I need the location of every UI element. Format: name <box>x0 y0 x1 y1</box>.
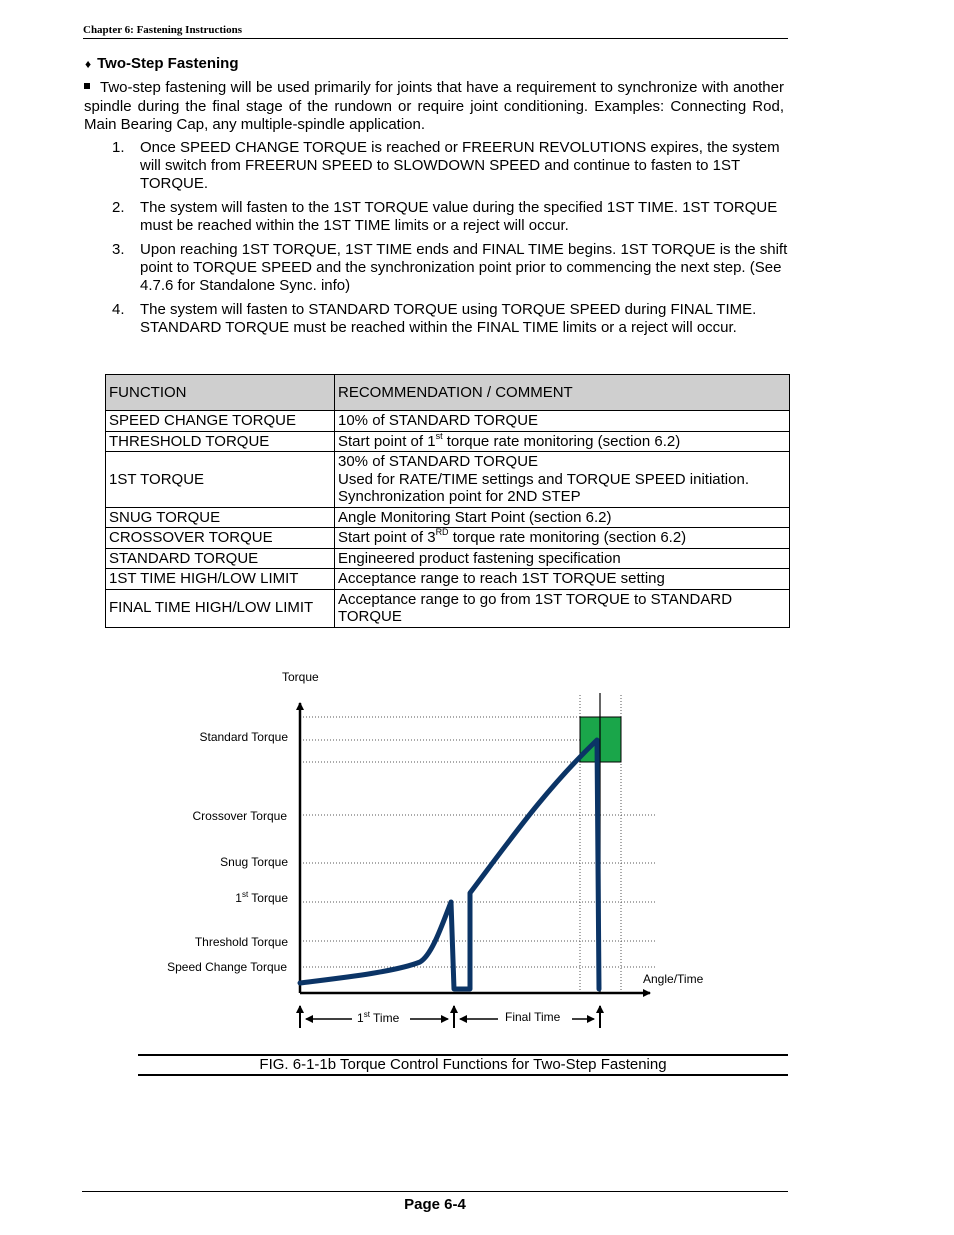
first-torque-sup: st <box>241 890 249 899</box>
time-markers <box>300 1006 600 1028</box>
comment-sup: st <box>435 430 443 441</box>
comment-cell: Angle Monitoring Start Point (section 6.2) <box>335 507 790 528</box>
step-text: The system will fasten to the 1ST TORQUE value during the specified 1ST TIME. 1ST TORQUE must be reached within the 1ST TIME limits or a reject will occur. <box>140 199 778 234</box>
square-bullet-icon <box>84 83 90 89</box>
section-title <box>85 55 239 72</box>
table-row <box>106 431 790 452</box>
function-cell: 1ST TIME HIGH/LOW LIMIT <box>106 569 335 590</box>
step-number: 4. <box>112 301 125 318</box>
comment-cell: Engineered product fastening specification <box>335 548 790 569</box>
comment-line: Used for RATE/TIME settings and TORQUE SPEED initiation. <box>338 470 749 488</box>
table-row <box>106 548 790 569</box>
comment-cell: 10% of STANDARD TORQUE <box>335 411 790 432</box>
step-item <box>84 241 788 295</box>
comment-line: Synchronization point for 2ND STEP <box>338 488 581 505</box>
function-cell: FINAL TIME HIGH/LOW LIMIT <box>106 589 335 627</box>
steps-list <box>84 139 788 343</box>
angle-time-axis-label: Angle/Time <box>643 972 704 986</box>
comment-pre: Start point of 1 <box>338 432 436 450</box>
function-cell: CROSSOVER TORQUE <box>106 528 335 549</box>
comment-line: 30% of STANDARD TORQUE <box>338 453 539 470</box>
intro-text: Two-step fastening will be used primarily for joints that have a requirement to synchronize with another spindle during the final stage of the rundown or require joint conditioning. Examples: Connecting Rod, Main Bearing Cap, any multiple-spindle application. <box>84 79 784 133</box>
header-comment: RECOMMENDATION / COMMENT <box>335 375 790 411</box>
first-time-label <box>357 1010 400 1025</box>
crossover-torque-label: Crossover Torque <box>192 809 287 823</box>
table-row <box>106 507 790 528</box>
function-cell: 1ST TORQUE <box>106 452 335 508</box>
threshold-torque-label: Threshold Torque <box>194 935 288 949</box>
speed-change-torque-label: Speed Change Torque <box>167 960 287 974</box>
comment-cell <box>335 431 790 452</box>
comment-post: torque rate monitoring (section 6.2) <box>448 529 687 546</box>
comment-cell <box>335 452 790 508</box>
table-row <box>106 569 790 590</box>
torque-curve <box>300 740 599 989</box>
step-number: 2. <box>112 199 125 216</box>
function-cell: SNUG TORQUE <box>106 507 335 528</box>
comment-cell: Acceptance range to go from 1ST TORQUE to STANDARD TORQUE <box>335 589 790 627</box>
table-row <box>106 528 790 549</box>
acceptance-window <box>580 717 621 762</box>
table-row <box>106 411 790 432</box>
step-number: 3. <box>112 241 125 258</box>
first-time-post: Time <box>369 1011 400 1025</box>
section-title-text: Two-Step Fastening <box>97 55 239 72</box>
torque-axis-label: Torque <box>282 670 319 684</box>
torque-level-guides <box>300 695 655 993</box>
step-text: The system will fasten to STANDARD TORQUE using TORQUE SPEED during FINAL TIME. STANDARD TORQUE must be reached within the FINAL TIME limits or a reject will occur. <box>140 301 757 336</box>
comment-cell <box>335 528 790 549</box>
intro-paragraph <box>84 79 784 135</box>
comment-cell: Acceptance range to reach 1ST TORQUE setting <box>335 569 790 590</box>
final-time-label: Final Time <box>505 1010 561 1024</box>
header-function: FUNCTION <box>106 375 335 411</box>
function-cell: SPEED CHANGE TORQUE <box>106 411 335 432</box>
first-time-pre: 1 <box>357 1011 364 1025</box>
step-text: Upon reaching 1ST TORQUE, 1ST TIME ends and FINAL TIME begins. 1ST TORQUE is the shift point to TORQUE SPEED and the synchronization point prior to commencing the next step. (See 4.7.6 for Standalone Sync. info) <box>140 241 788 294</box>
snug-torque-label: Snug Torque <box>220 855 288 869</box>
step-item <box>84 199 788 235</box>
diamond-bullet-icon: ♦ <box>85 57 92 71</box>
first-time-sup: st <box>363 1010 370 1019</box>
step-item <box>84 139 788 193</box>
function-cell: STANDARD TORQUE <box>106 548 335 569</box>
table-row <box>106 452 790 508</box>
first-torque-post: Torque <box>248 891 288 905</box>
page-footer: Page 6-4 <box>82 1191 788 1213</box>
standard-torque-label: Standard Torque <box>199 730 288 744</box>
first-torque-label <box>235 890 288 905</box>
function-cell: THRESHOLD TORQUE <box>106 431 335 452</box>
table-row <box>106 589 790 627</box>
comment-sup: RD <box>435 527 449 537</box>
table-header-row <box>106 375 790 411</box>
step-number: 1. <box>112 139 125 156</box>
figure-caption: FIG. 6-1-1b Torque Control Functions for Two-Step Fastening <box>138 1054 788 1076</box>
step-item <box>84 301 788 337</box>
comment-post: torque rate monitoring (section 6.2) <box>442 432 681 450</box>
step-text: Once SPEED CHANGE TORQUE is reached or FREERUN REVOLUTIONS expires, the system will switch from FREERUN SPEED to SLOWDOWN SPEED and continue to fasten to 1ST TORQUE. <box>140 139 780 192</box>
first-torque-pre: 1 <box>235 891 242 905</box>
page-header: Chapter 6: Fastening Instructions <box>83 22 788 39</box>
comment-pre: Start point of 3 <box>338 529 436 546</box>
torque-function-table <box>105 374 790 628</box>
